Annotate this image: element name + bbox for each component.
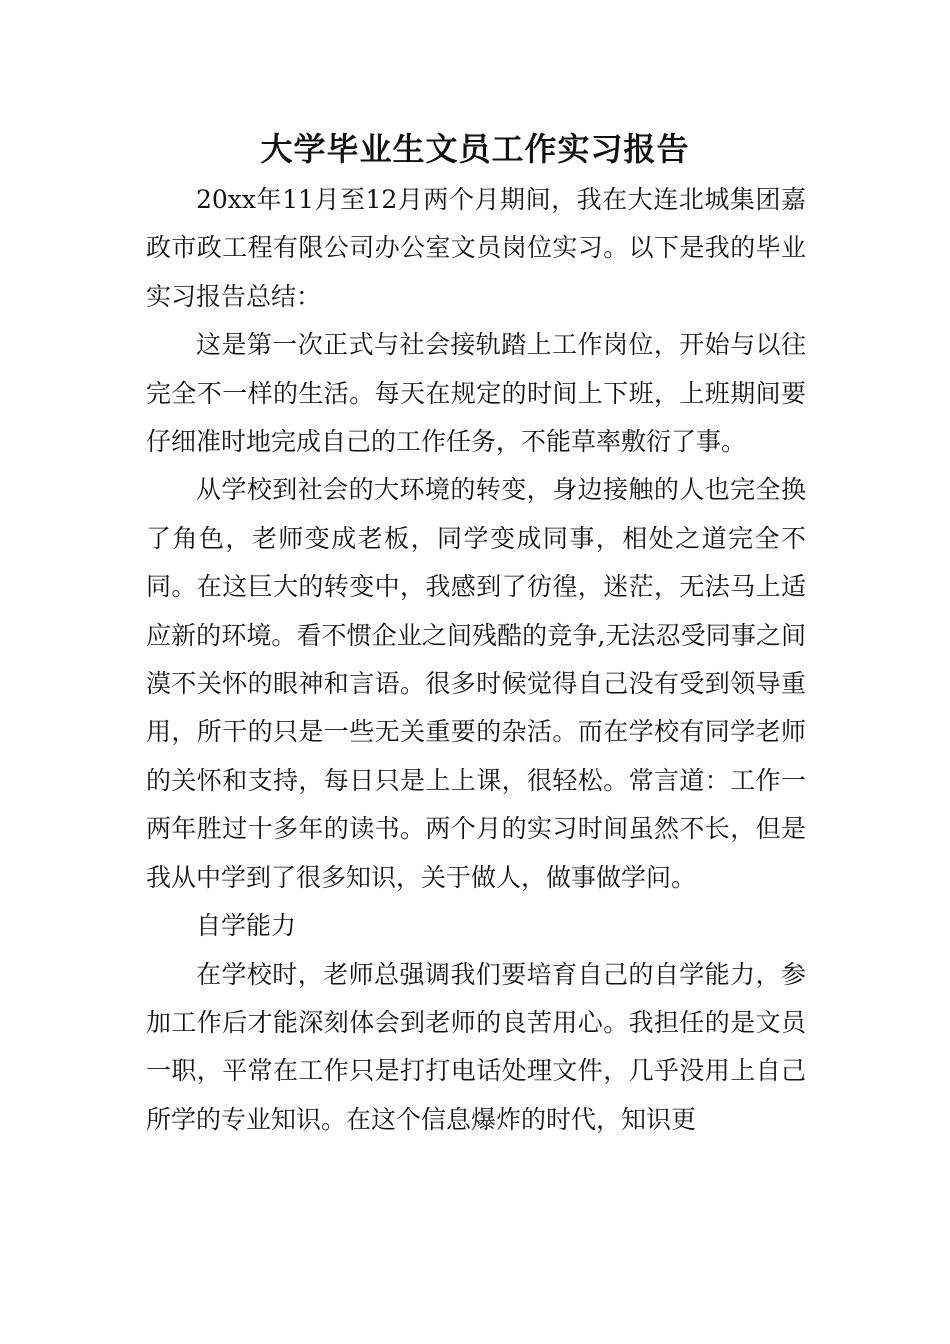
section-heading-self-study: 自学能力 [196, 911, 297, 941]
paragraph-first-job: 这是第一次正式与社会接轨踏上工作岗位，开始与以往完全不一样的生活。每天在规定的时间上下班，上班期间要仔细准时地完成自己的工作任务，不能草率敷衍了事。 [146, 330, 806, 457]
paragraph-intro: 20xx年11月至12月两个月期间，我在大连北城集团嘉政市政工程有限公司办公室文员岗位实习。以下是我的毕业实习报告总结： [146, 185, 806, 311]
paragraph-transition: 从学校到社会的大环境的转变，身边接触的人也完全换了角色，老师变成老板，同学变成同事，相处之道完全不同。在这巨大的转变中，我感到了彷徨，迷茫，无法马上适应新的环境。看不惯企业之间残酷的竞争,无法忍受同事之间漠不关怀的眼神和言语。很多时候觉得自己没有受到领导重用，所干的只是一些无关重要的杂活。而在学校有同学老师的关怀和支持，每日只是上上课，很轻松。常言道：工作一两年胜过十多年的读书。两个月的实习时间虽然不长，但是我从中学到了很多知识，关于做人，做事做学问。 [146, 475, 806, 892]
paragraph-self-study: 在学校时，老师总强调我们要培育自己的自学能力，参加工作后才能深刻体会到老师的良苦用心。我担任的是文员一职，平常在工作只是打打电话处理文件，几乎没用上自己所学的专业知识。在这个信息爆炸的时代，知识更 [146, 959, 806, 1134]
document-title: 大学毕业生文员工作实习报告 [260, 130, 690, 168]
document-body [146, 176, 806, 1144]
